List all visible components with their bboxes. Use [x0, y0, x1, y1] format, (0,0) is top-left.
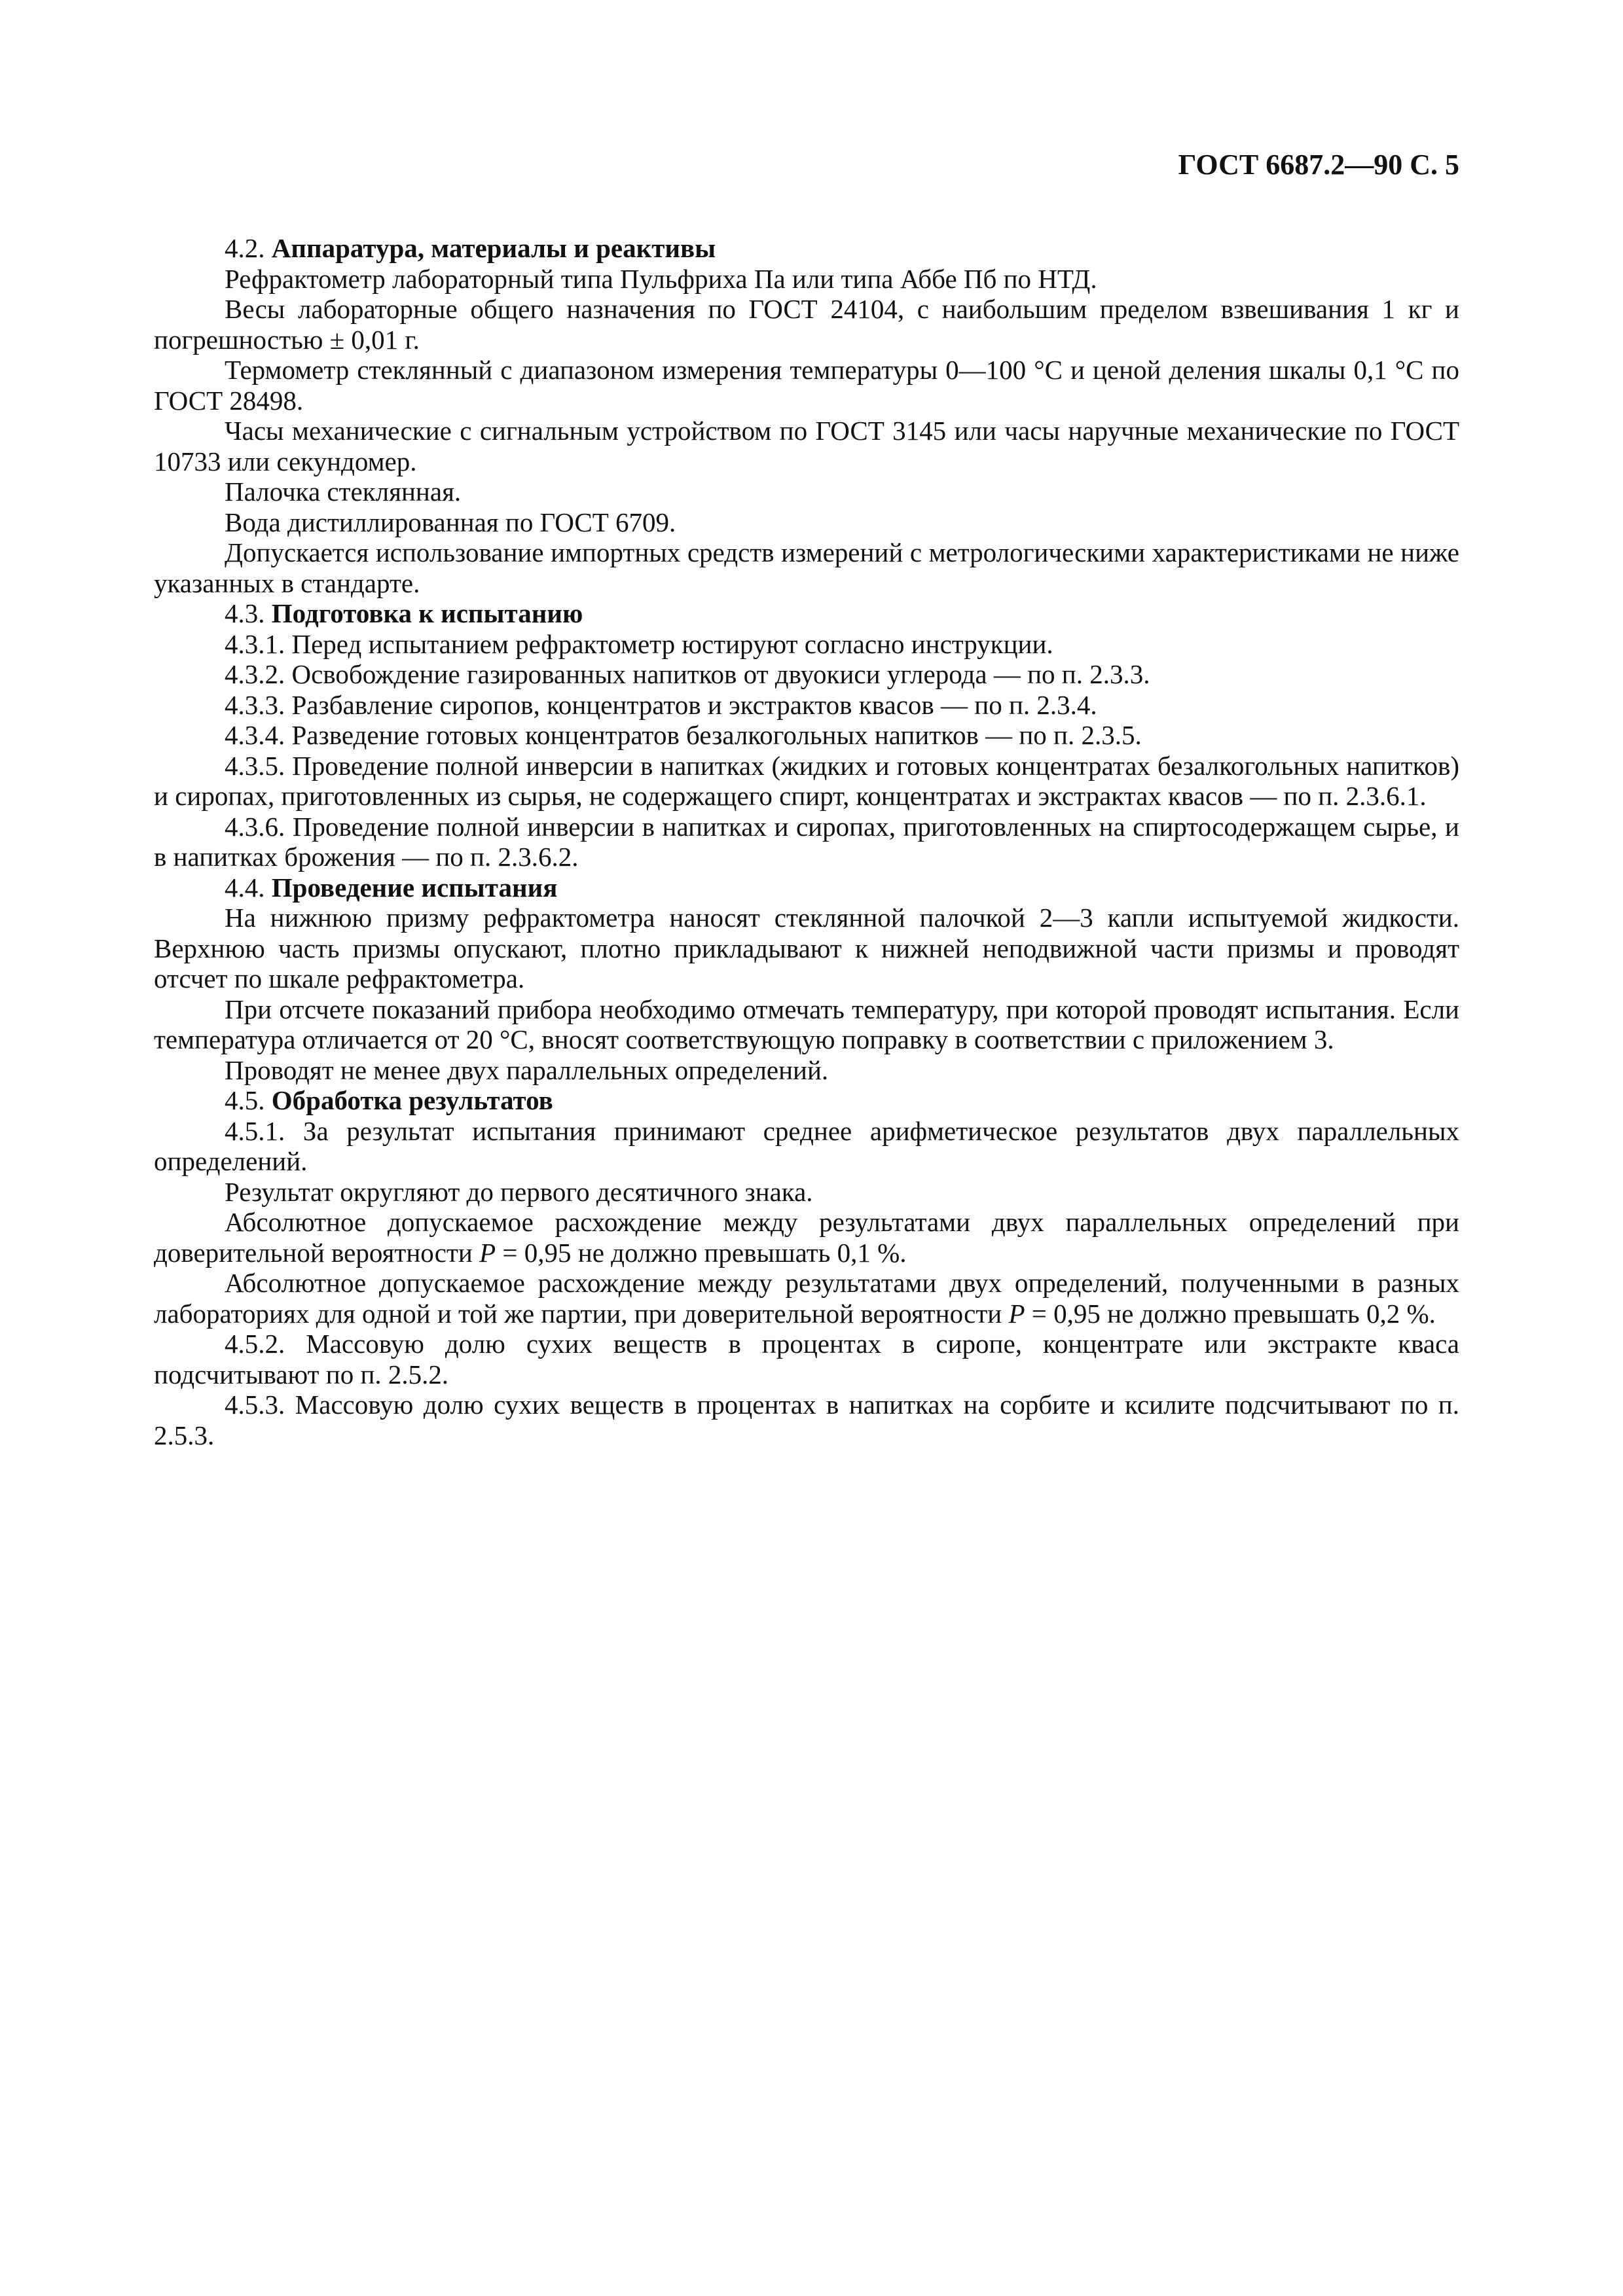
paragraph: Весы лабораторные общего назначения по ГОСТ 24104, с наибольшим пределом взвешивания 1 кг и погрешностью ± 0,01 г. — [154, 294, 1459, 355]
section-heading-4-2 — [154, 233, 1459, 264]
paragraph: Проводят не менее двух параллельных определений. — [225, 1054, 829, 1085]
paragraph: 4.3.1. Перед испытанием рефрактометр юстируют согласно инструкции. — [225, 628, 1053, 659]
section-heading-4-3 — [154, 598, 1459, 629]
probability-symbol: P — [1008, 1298, 1025, 1329]
probability-symbol: P — [479, 1237, 496, 1268]
text-run: Абсолютное допускаемое расхождение между результатами двух параллельных определений при доверительной вероятности — [154, 1207, 1459, 1268]
section-title: Аппаратура, материалы и реактивы — [271, 233, 716, 263]
section-title: Проведение испытания — [271, 872, 558, 903]
paragraph — [154, 1268, 1459, 1329]
paragraph: 4.5.1. За результат испытания принимают среднее арифметическое результатов двух параллельных определений. — [154, 1115, 1459, 1176]
text-run: = 0,95 не должно превышать 0,2 %. — [1025, 1298, 1436, 1329]
section-number: 4.2. — [225, 233, 265, 263]
document-body — [154, 233, 1459, 1450]
section-heading-4-4 — [154, 872, 1459, 903]
page-header: ГОСТ 6687.2—90 С. 5 — [1178, 149, 1459, 181]
text-run: Абсолютное допускаемое расхождение между результатами двух определений, полученными в разных лабораториях для одной и той же партии, при доверительной вероятности — [154, 1268, 1459, 1329]
paragraph: Палочка стеклянная. — [225, 476, 462, 507]
section-number: 4.5. — [225, 1085, 265, 1115]
paragraph: 4.5.3. Массовую долю сухих веществ в процентах в напитках на сорбите и ксилите подсчитывают по п. 2.5.3. — [154, 1390, 1459, 1450]
paragraph: На нижнюю призму рефрактометра наносят стеклянной палочкой 2—3 капли испытуемой жидкости. Верхнюю часть призмы опускают, плотно прикладывают к нижней неподвижной части призмы и проводят отсчет по шкале рефрактометра. — [154, 903, 1459, 994]
paragraph: Вода дистиллированная по ГОСТ 6709. — [225, 507, 676, 537]
section-title: Обработка результатов — [271, 1085, 553, 1115]
paragraph: Часы механические с сигнальным устройством по ГОСТ 3145 или часы наручные механические по ГОСТ 10733 или секундомер. — [154, 416, 1459, 476]
section-number: 4.3. — [225, 598, 265, 628]
paragraph: 4.3.2. Освобождение газированных напитков от двуокиси углерода — по п. 2.3.3. — [225, 659, 1150, 689]
section-title: Подготовка к испытанию — [271, 598, 583, 628]
paragraph: 4.3.6. Проведение полной инверсии в напитках и сиропах, приготовленных на спиртосодержащем сырье, и в напитках брожения — по п. 2.3.6.2. — [154, 811, 1459, 872]
paragraph: Рефрактометр лабораторный типа Пульфриха Па или типа Аббе Пб по НТД. — [225, 263, 1097, 294]
paragraph: При отсчете показаний прибора необходимо отмечать температуру, при которой проводят испытания. Если температура отличается от 20 °С, вносят соответствующую поправку в соответствии с приложением 3. — [154, 994, 1459, 1054]
paragraph — [154, 1207, 1459, 1268]
paragraph: 4.3.5. Проведение полной инверсии в напитках (жидких и готовых концентратах безалкогольных напитков) и сиропах, приготовленных из сырья, не содержащего спирт, концентратах и экстрактах квасов — по п. 2.3.6.1. — [154, 750, 1459, 811]
paragraph: Термометр стеклянный с диапазоном измерения температуры 0—100 °С и ценой деления шкалы 0,1 °С по ГОСТ 28498. — [154, 355, 1459, 416]
paragraph: 4.5.2. Массовую долю сухих веществ в процентах в сиропе, концентрате или экстракте кваса подсчитывают по п. 2.5.2. — [154, 1329, 1459, 1390]
section-heading-4-5 — [154, 1085, 1459, 1116]
section-number: 4.4. — [225, 872, 265, 903]
paragraph: 4.3.3. Разбавление сиропов, концентратов и экстрактов квасов — по п. 2.3.4. — [225, 689, 1097, 720]
paragraph: Результат округляют до первого десятичного знака. — [225, 1176, 813, 1207]
paragraph: 4.3.4. Разведение готовых концентратов безалкогольных напитков — по п. 2.3.5. — [225, 720, 1142, 750]
text-run: = 0,95 не должно превышать 0,1 %. — [496, 1237, 907, 1268]
paragraph: Допускается использование импортных средств измерений с метрологическими характеристиками не ниже указанных в стандарте. — [154, 537, 1459, 598]
